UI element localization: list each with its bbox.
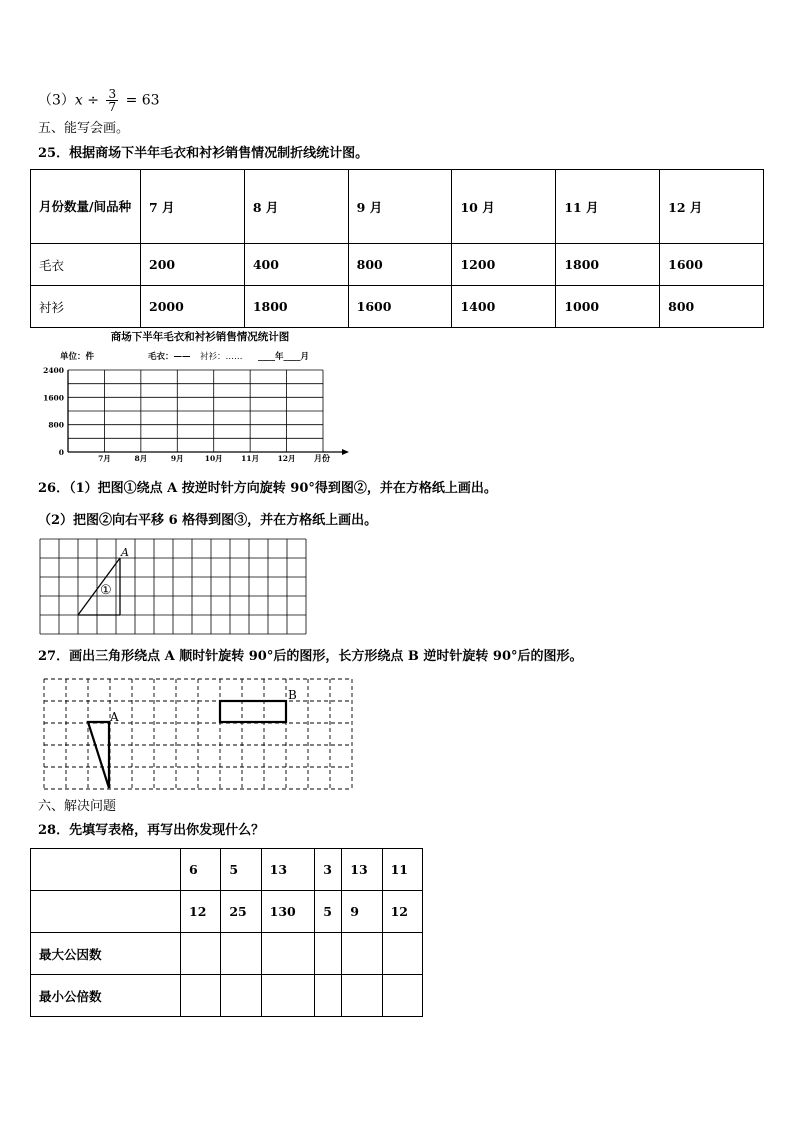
table-cell: 5 [221, 849, 261, 891]
table-cell: 2000 [141, 286, 245, 328]
month-header: 7 月 [141, 170, 245, 244]
table-row [31, 891, 423, 933]
q27-dashed-grid [40, 676, 356, 792]
chart-legend-shirt: 衬衫：…… [200, 352, 243, 362]
table-cell: 1400 [452, 286, 556, 328]
table-cell: 1600 [348, 286, 452, 328]
q28-table [30, 848, 423, 1017]
fraction-numerator: 3 [108, 87, 117, 101]
sales-line-chart [40, 328, 360, 466]
fraction [106, 88, 118, 113]
row-label: 毛衣 [31, 244, 141, 286]
answer-cell[interactable] [315, 933, 342, 975]
chart-legend-sweater: 毛衣：—— [148, 352, 191, 362]
month-header: 12 月 [660, 170, 764, 244]
grid-lines [40, 539, 306, 634]
equation-operator: ÷ [87, 92, 100, 109]
triangle-shape [88, 722, 109, 788]
figure-1-label: ① [100, 583, 112, 598]
q25-title: 25．根据商场下半年毛衣和衬衫销售情况制折线统计图。 [38, 146, 369, 161]
equation-label: （3） [38, 92, 75, 109]
q25-sales-table [30, 169, 764, 328]
table-row [31, 849, 423, 891]
answer-cell[interactable] [342, 933, 382, 975]
table-cell: 6 [181, 849, 221, 891]
section-5-heading: 五、能写会画。 [38, 121, 130, 136]
table-cell: 13 [342, 849, 382, 891]
section-6-heading: 六、解决问题 [38, 799, 117, 814]
point-a-label: A [110, 710, 119, 724]
q26-square-grid [38, 538, 310, 638]
rectangle-shape [220, 701, 286, 722]
chart-x-tick-label: 9月 [170, 454, 184, 463]
month-header: 9 月 [348, 170, 452, 244]
month-header: 10 月 [452, 170, 556, 244]
table-cell: 12 [181, 891, 221, 933]
table-cell: 25 [221, 891, 261, 933]
fraction-denominator: 7 [108, 100, 117, 114]
chart-x-tick-label: 8月 [134, 454, 148, 463]
answer-cell[interactable] [181, 975, 221, 1017]
table-cell: 1800 [556, 244, 660, 286]
equation-3 [38, 88, 160, 113]
answer-cell[interactable] [342, 975, 382, 1017]
chart-x-ticks [98, 454, 295, 463]
table-cell: 800 [660, 286, 764, 328]
table-cell: 5 [315, 891, 342, 933]
table-cell: 13 [261, 849, 315, 891]
answer-cell[interactable] [221, 933, 261, 975]
answer-cell[interactable] [382, 975, 422, 1017]
table-cell: 12 [382, 891, 422, 933]
table-row [31, 933, 423, 975]
table-cell: 1600 [660, 244, 764, 286]
chart-x-tick-label: 12月 [277, 454, 296, 463]
answer-cell[interactable] [221, 975, 261, 1017]
point-b-label: B [288, 688, 297, 702]
chart-x-tick-label: 10月 [204, 454, 223, 463]
answer-cell[interactable] [261, 975, 315, 1017]
chart-y-tick-label: 1600 [43, 393, 64, 403]
table-cell: 11 [382, 849, 422, 891]
figure1-hypotenuse [78, 558, 120, 615]
table-cell: 9 [342, 891, 382, 933]
table-row [31, 975, 423, 1017]
answer-cell[interactable] [315, 975, 342, 1017]
table-cell: 200 [141, 244, 245, 286]
chart-unit-label: 单位：件 [60, 352, 95, 362]
chart-y-tick-label: 2400 [43, 366, 64, 375]
chart-title: 商场下半年毛衣和衬衫销售情况统计图 [110, 331, 290, 343]
table-row [31, 286, 764, 328]
chart-y-tick-label: 800 [48, 420, 64, 430]
chart-y-tick-label: 0 [58, 448, 64, 457]
table-header-cell: 月份数量/间品种 [31, 170, 141, 244]
equation-variable: x [74, 92, 83, 109]
chart-x-tick-label: 7月 [98, 454, 111, 463]
table-cell: 400 [244, 244, 348, 286]
row-label: 最大公因数 [31, 933, 181, 975]
answer-cell[interactable] [181, 933, 221, 975]
answer-cell[interactable] [261, 933, 315, 975]
empty-cell [31, 891, 181, 933]
month-header: 11 月 [556, 170, 660, 244]
q27-text: 27．画出三角形绕点 A 顺时针旋转 90°后的图形，长方形绕点 B 逆时针旋转 90°后的图形。 [38, 649, 583, 664]
answer-cell[interactable] [382, 933, 422, 975]
table-cell: 800 [348, 244, 452, 286]
table-cell: 1200 [452, 244, 556, 286]
q26-line2: （2）把图②向右平移 6 格得到图③，并在方格纸上画出。 [38, 513, 378, 528]
table-cell: 130 [261, 891, 315, 933]
table-cell: 3 [315, 849, 342, 891]
chart-x-tick-label: 11月 [241, 454, 260, 463]
chart-date-label: ____年____月 [258, 352, 310, 362]
equation-rhs: = 63 [125, 92, 160, 109]
table-cell: 1800 [244, 286, 348, 328]
point-a-label: A [121, 546, 129, 559]
chart-x-axis-arrow [342, 449, 349, 455]
row-label: 衬衫 [31, 286, 141, 328]
empty-cell [31, 849, 181, 891]
q26-line1: 26．（1）把图①绕点 A 按逆时针方向旋转 90°得到图②，并在方格纸上画出。 [38, 481, 497, 496]
table-row [31, 244, 764, 286]
chart-y-ticks [43, 366, 64, 457]
row-label: 最小公倍数 [31, 975, 181, 1017]
table-cell: 1000 [556, 286, 660, 328]
chart-x-axis-label: 月份 [314, 453, 330, 463]
dashed-grid-lines [44, 679, 352, 789]
q28-title: 28．先填写表格，再写出你发现什么？ [38, 823, 265, 838]
chart-grid [68, 370, 349, 455]
month-header: 8 月 [244, 170, 348, 244]
